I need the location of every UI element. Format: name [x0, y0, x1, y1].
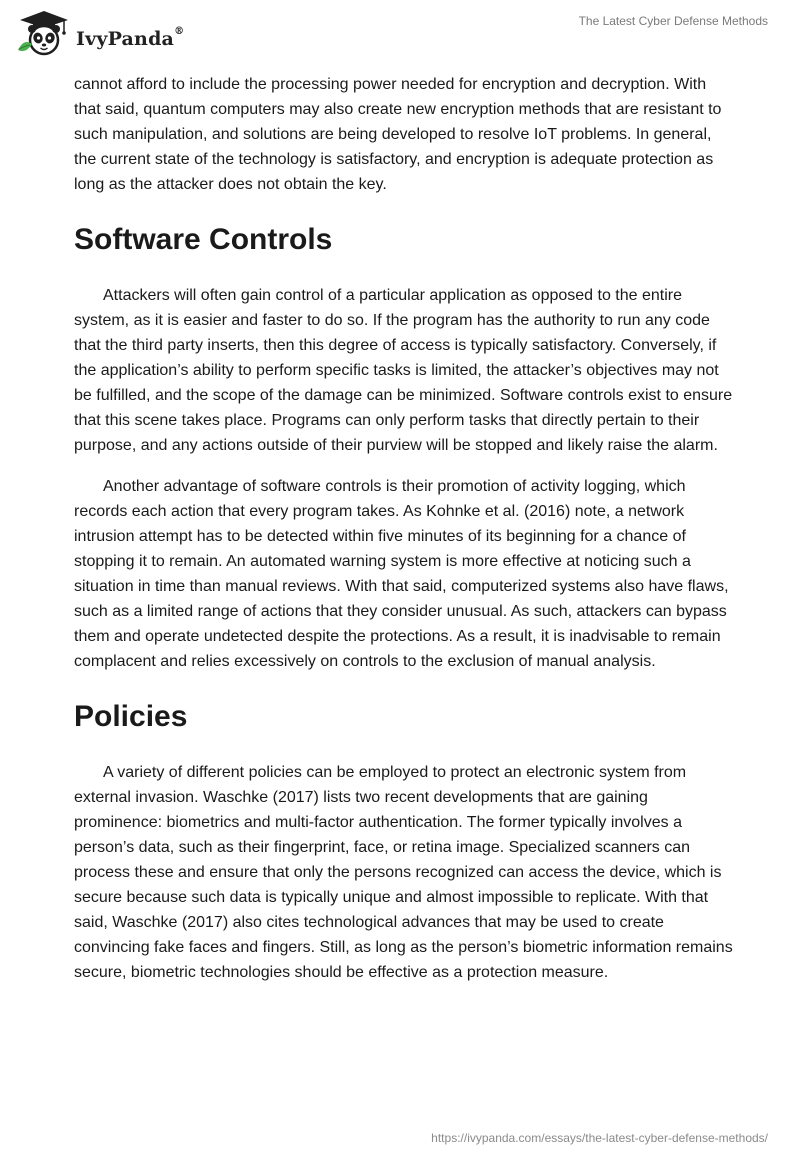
page-header — [0, 0, 800, 70]
panda-graduate-icon — [14, 8, 70, 58]
paragraph: Attackers will often gain control of a particular application as opposed to the entire system, as it is easier and faster to do so. If the program has the authority to run any code that the third party inserts, then this degree of access is typically satisfactory. Conversely, if the application’s ability to perform specific tasks is limited, the attacker’s objectives may not be fulfilled, and the scope of the damage can be minimized. Software controls exist to ensure that this scene takes place. Programs can only perform tasks that directly pertain to their purpose, and any actions outside of their purview will be stopped and likely raise the alarm. — [74, 287, 733, 454]
section-heading-software-controls: Software Controls — [74, 223, 333, 256]
logo-wordmark: IvyPanda® — [76, 25, 185, 50]
footer-url-link[interactable]: https://ivypanda.com/essays/the-latest-cyber-defense-methods/ — [431, 1131, 768, 1145]
essay-body — [74, 72, 736, 985]
paragraph: Another advantage of software controls is their promotion of activity logging, which records each action that every program takes. As Kohnke et al. (2016) note, a network intrusion attempt has to be detected within five minutes of its beginning for a chance of stopping it to remain. An automated warning system is more effective at noticing such a situation in time than manual reviews. With that said, computerized systems also have flaws, such as a limited range of actions that they consider unusual. As such, attackers can bypass them and operate undetected despite the protections. As a result, it is inadvisable to remain complacent and relies excessively on controls to the exclusion of manual analysis. — [74, 478, 729, 670]
paragraph: A variety of different policies can be employed to protect an electronic system from external invasion. Waschke (2017) lists two recent developments that are gaining prominence: biometrics and multi-factor authentication. The former typically involves a person’s data, such as their fingerprint, face, or retina image. Specialized scanners can process these and ensure that only the persons recognized can access the device, which is secure because such data is typically unique and almost impossible to replicate. With that said, Waschke (2017) also cites technological advances that may be used to create convincing fake faces and fingers. Still, as long as the person’s biometric information remains secure, biometric technologies should be effective as a protection measure. — [74, 764, 733, 981]
section-heading-policies: Policies — [74, 700, 188, 733]
ivypanda-logo[interactable] — [14, 8, 186, 58]
intro-paragraph: cannot afford to include the processing power needed for encryption and decryption. With that said, quantum computers may also create new encryption methods that are resistant to such manipulation, and solutions are being developed to resolve IoT problems. In general, the current state of the technology is satisfactory, and encryption is adequate protection as long as the attacker does not obtain the key. — [74, 76, 722, 193]
document-title: The Latest Cyber Defense Methods — [578, 14, 768, 28]
registered-mark: ® — [174, 25, 185, 37]
